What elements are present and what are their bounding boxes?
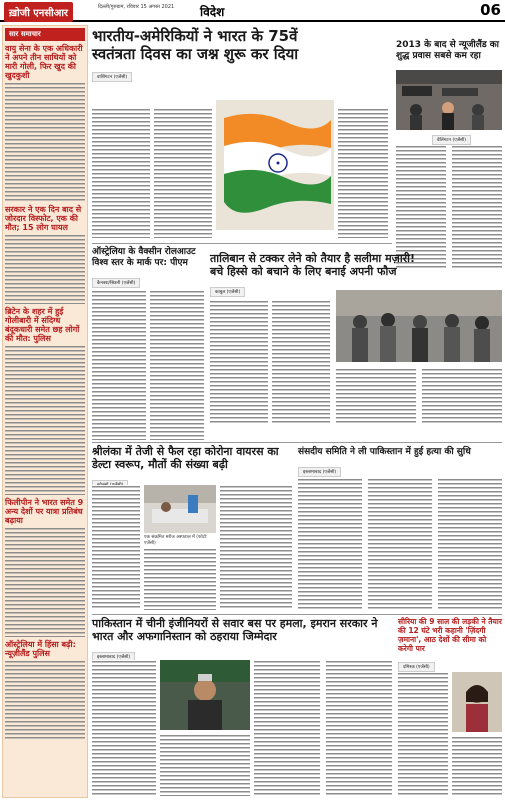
section-divider: [92, 442, 502, 443]
sidebar-header: सार समाचार: [5, 28, 85, 41]
pakistan-story: [92, 617, 392, 664]
sidebar-story-title: सरकार ने एक दिन बाद से जोरदार विस्फोट, एक की मौत; 15 लोग घायल: [5, 205, 82, 232]
page-number: 06: [480, 1, 501, 19]
syria-story-column: [452, 736, 502, 796]
pakistan-byline: इस्लामाबाद (एजेंसी): [92, 652, 135, 662]
nz-story: [396, 40, 502, 62]
sidebar-story-title: ऑस्ट्रेलिया में हिंसा बढ़ी: न्यूज़ीलैंड पुलिस: [5, 640, 76, 658]
sidebar-story: [5, 498, 85, 637]
girl-photo: [452, 672, 502, 732]
pakistan-story-photo: [160, 660, 250, 730]
section-title: विदेश: [200, 5, 225, 19]
parliament-committee-headline: संसदीय समिति ने ली पाकिस्तान में हुई हत्या की सुधि: [298, 447, 471, 457]
section-divider: [92, 614, 502, 615]
syria-headline: सीरिया की 9 साल की लड़की ने तैयार की 12 घंटे भरी कहानी 'ज़िंदगी ज़माना', आठ देशों की सीमा को करेगी पार: [398, 617, 502, 653]
lead-story-photo: [216, 100, 334, 230]
pakistan-headline: पाकिस्तान में चीनी इंजीनियरों से सवार बस पर हमला, इमरान सरकार ने भारत और अफगानिस्तान को ठहराया जिम्मेदार: [92, 617, 378, 643]
pm-byline: कैनबरा/सिडनी (एजेंसी): [92, 278, 140, 288]
nz-byline: वेलिंगटन (एजेंसी): [432, 135, 471, 145]
sidebar-story-body: [5, 345, 85, 495]
nz-headline: 2013 के बाद से न्यूजीलैंड का शुद्ध प्रवास सबसे कम रहा: [396, 40, 500, 61]
nz-story-photo: [396, 70, 502, 130]
taliban-story-column: [272, 300, 330, 425]
sidebar-story-body: [5, 527, 85, 637]
lead-headline-line1: भारतीय-अमेरिकियों ने भारत के 75वें: [92, 27, 298, 45]
hospital-patient-photo: [144, 485, 216, 533]
lead-byline: वाशिंगटन (एजेंसी): [92, 72, 132, 82]
syria-byline: दमिश्क (एजेंसी): [398, 662, 435, 672]
parliament-committee-column: [438, 478, 502, 610]
pakistan-story-column: [254, 660, 320, 796]
parliament-committee-byline: इस्लामाबाद (एजेंसी): [298, 467, 341, 477]
airport-photo: [396, 70, 502, 130]
pakistan-story-column: [160, 734, 250, 796]
parliament-committee-story: [298, 447, 502, 479]
sidebar-story-body: [5, 234, 85, 304]
srilanka-story-column: [144, 548, 216, 610]
sidebar-story-title: फिलीपीन ने भारत समेत 9 अन्य देशों पर यात्रा प्रतिबंध बढ़ाया: [5, 498, 84, 525]
indian-flag-photo: [216, 100, 334, 230]
lead-story-column: [338, 108, 388, 238]
syria-story: [398, 617, 502, 674]
lead-story-column: [92, 108, 150, 238]
lead-story: [92, 27, 392, 84]
syria-story-column: [398, 672, 448, 796]
taliban-story-column: [422, 368, 502, 425]
sidebar-story: [5, 640, 85, 740]
sidebar-story: [5, 44, 85, 202]
srilanka-photo-caption: एक संक्रमित मरीज अस्पताल में (फोटो: एजेंसी): [144, 535, 208, 546]
news-brief-sidebar: [2, 25, 88, 798]
syria-story-photo: [452, 672, 502, 732]
taliban-headline-line1: तालिबान से टक्कर लेने को तैयार है सलीमा मज़ारी!: [210, 252, 416, 265]
taliban-story-column: [336, 368, 416, 425]
sidebar-story-body: [5, 82, 85, 202]
sidebar-story: [5, 205, 85, 304]
imran-khan-photo: [160, 660, 250, 730]
date-line: दिल्ली/गुरुग्राम, रविवार 15 अगस्त 2021: [98, 4, 175, 10]
pakistan-story-column: [92, 660, 156, 796]
pakistan-story-column: [326, 660, 392, 796]
lead-story-column: [154, 108, 212, 238]
srilanka-story-column: [220, 485, 292, 610]
taliban-headline-line2: बचे हिस्से को बचाने के लिए बनाई अपनी फौज: [210, 265, 397, 278]
srilanka-story-photo: [144, 485, 216, 533]
pm-story-column: [92, 290, 146, 440]
masthead: [0, 0, 505, 22]
sidebar-story-title: ब्रिटेन के शहर में हुई गोलीबारी में संदिग्ध बंदूकधारी समेत छह लोगों की मौत: पुलिस: [5, 307, 80, 343]
sidebar-story: [5, 307, 85, 495]
pm-story: [92, 247, 204, 290]
parliament-committee-column: [298, 478, 362, 610]
srilanka-story-column: [92, 485, 140, 610]
pm-story-column: [150, 290, 204, 440]
section-divider: [92, 243, 392, 244]
sidebar-story-title: वायु सेना के एक अधिकारी ने अपने तीन साथियों को मारी गोली, फिर खुद की खुदकुशी: [5, 44, 83, 80]
taliban-story-photo: [336, 290, 502, 362]
newspaper-logo: ख़ोजी एनसीआर: [4, 2, 73, 22]
sidebar-story-body: [5, 660, 85, 740]
srilanka-headline: श्रीलंका में तेजी से फैल रहा कोरोना वायरस का डेल्टा स्वरूप, मौतों की संख्या बढ़ी: [92, 445, 279, 471]
taliban-story-column: [210, 300, 268, 425]
armed-group-photo: [336, 290, 502, 362]
pm-headline: ऑस्ट्रेलिया के वैक्सीन रोलआउट विश्व स्तर के मार्क पर: पीएम: [92, 247, 196, 268]
taliban-byline: काबुल (एजेंसी): [210, 287, 245, 297]
parliament-committee-column: [368, 478, 432, 610]
lead-headline-line2: स्वतंत्रता दिवस का जश्न शुरू कर दिया: [92, 45, 299, 63]
